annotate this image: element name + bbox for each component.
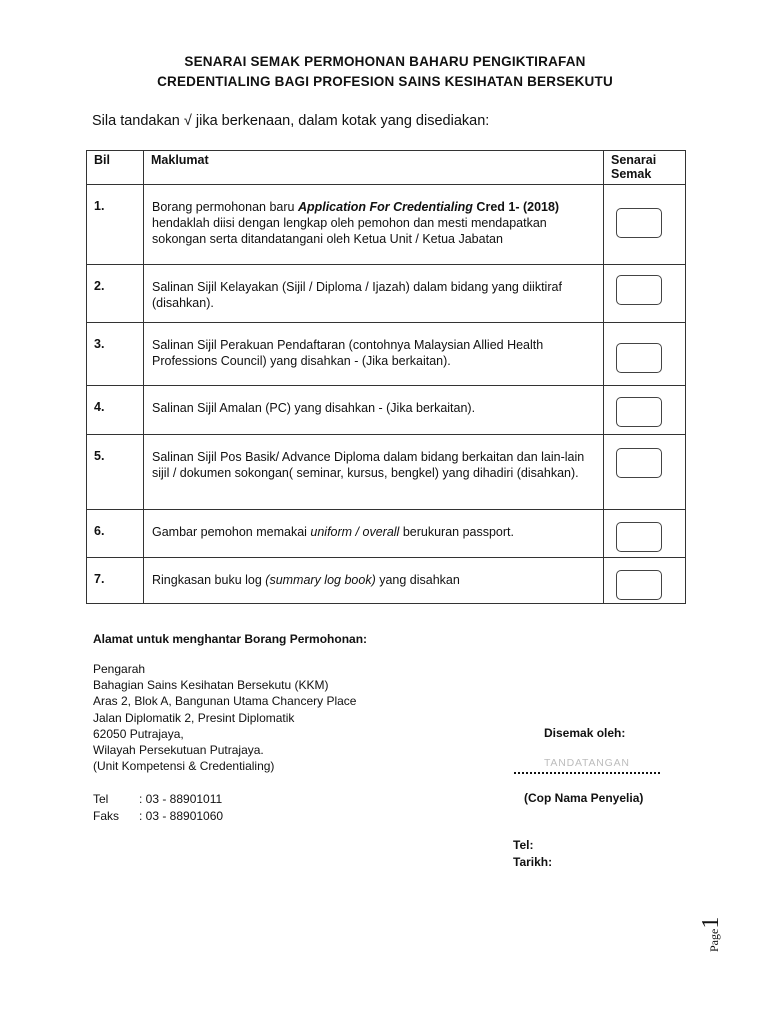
row-number: 7. <box>87 558 144 604</box>
table-header-row <box>87 151 686 185</box>
row-text-post: hendaklah diisi dengan lengkap oleh pemohon dan mesti mendapatkan sokongan serta ditandatangani oleh Ketua Unit / Ketua Jabatan <box>152 216 547 246</box>
row-text-emphasis: Application For Credentialing <box>297 200 473 214</box>
contact-block <box>93 791 223 824</box>
checkbox[interactable] <box>616 448 662 478</box>
checkbox-cell <box>604 323 686 386</box>
row-description <box>144 558 604 604</box>
checkbox[interactable] <box>616 275 662 305</box>
row-description <box>144 510 604 558</box>
address-heading: Alamat untuk menghantar Borang Permohonan: <box>93 632 368 646</box>
checkbox-cell <box>604 558 686 604</box>
checkbox[interactable] <box>616 570 662 600</box>
instruction-text: Sila tandakan √ jika berkenaan, dalam kotak yang disediakan: <box>92 113 490 129</box>
checkbox-cell <box>604 386 686 435</box>
address-line: Aras 2, Blok A, Bangunan Utama Chancery Place <box>93 694 357 709</box>
address-line: Jalan Diplomatik 2, Presint Diplomatik <box>93 710 295 725</box>
table-row <box>87 386 686 435</box>
fax-line <box>93 808 223 825</box>
page-word: Page <box>707 928 721 952</box>
fax-value: : 03 - 88901060 <box>139 808 224 823</box>
row-number: 5. <box>87 435 144 510</box>
checkbox-cell <box>604 185 686 265</box>
row-text-pre: Gambar pemohon memakai <box>152 525 311 539</box>
page-number <box>698 917 725 952</box>
checkbox[interactable] <box>616 397 662 427</box>
row-text-italic: (summary log book) <box>265 573 376 587</box>
row-number: 3. <box>87 323 144 386</box>
tel-line <box>93 791 223 808</box>
table-row <box>87 435 686 510</box>
signature-placeholder: TANDATANGAN <box>544 757 630 769</box>
checkbox-cell <box>604 510 686 558</box>
document-title-line-1: SENARAI SEMAK PERMOHONAN BAHARU PENGIKTIRAFAN <box>184 54 586 69</box>
address-block <box>93 661 356 774</box>
checkbox[interactable] <box>616 343 662 373</box>
row-number: 2. <box>87 265 144 323</box>
row-number: 1. <box>87 185 144 265</box>
row-description: Salinan Sijil Kelayakan (Sijil / Diploma / Ijazah) dalam bidang yang diiktiraf (disahkan). <box>144 265 604 323</box>
row-description: Salinan Sijil Amalan (PC) yang disahkan - (Jika berkaitan). <box>144 386 604 435</box>
table-row <box>87 185 686 265</box>
row-text-post: yang disahkan <box>375 573 460 587</box>
row-text-pre: Ringkasan buku log <box>152 573 266 587</box>
document-title-line-2: CREDENTIALING BAGI PROFESION SAINS KESIHATAN BERSEKUTU <box>157 74 613 89</box>
row-text-bold: Cred 1- (2018) <box>472 200 560 214</box>
tel-label: Tel <box>93 792 109 806</box>
table-row <box>87 510 686 558</box>
tel-value: : 03 - 88901011 <box>139 792 223 806</box>
row-text-italic: uniform / overall <box>310 525 400 539</box>
row-text-pre: Borang permohonan baru <box>152 200 298 214</box>
table-row <box>87 558 686 604</box>
verifier-date-label: Tarikh: <box>513 855 553 869</box>
column-header-senarai-semak <box>604 151 686 185</box>
address-line: Bahagian Sains Kesihatan Bersekutu (KKM) <box>93 678 329 693</box>
column-header-semak: Semak <box>611 167 652 181</box>
checkbox[interactable] <box>616 522 662 552</box>
fax-label: Faks <box>93 808 120 823</box>
address-line: 62050 Putrajaya, <box>93 726 184 741</box>
row-number: 6. <box>87 510 144 558</box>
column-header-senarai: Senarai <box>611 153 657 167</box>
address-line: Pengarah <box>93 662 146 676</box>
table-row <box>87 323 686 386</box>
page-num: 1 <box>698 916 724 929</box>
verifier-tel-label: Tel: <box>513 838 534 852</box>
checklist-table <box>86 150 686 604</box>
checkbox-cell <box>604 435 686 510</box>
supervisor-stamp-label: (Cop Nama Penyelia) <box>524 791 644 805</box>
column-header-maklumat: Maklumat <box>144 151 604 185</box>
row-description: Salinan Sijil Perakuan Pendaftaran (contohnya Malaysian Allied Health Professions Council) yang disahkan - (Jika berkaitan). <box>144 323 604 386</box>
column-header-bil: Bil <box>87 151 144 185</box>
row-description <box>144 185 604 265</box>
checkbox[interactable] <box>616 208 662 238</box>
table-row <box>87 265 686 323</box>
row-description: Salinan Sijil Pos Basik/ Advance Diploma dalam bidang berkaitan dan lain-lain sijil / dokumen sokongan( seminar, kursus, bengkel) yang dihadiri (disahkan). <box>144 435 604 510</box>
signature-line <box>514 772 660 774</box>
row-number: 4. <box>87 386 144 435</box>
verified-by-label: Disemak oleh: <box>544 726 626 740</box>
row-text-post: berukuran passport. <box>399 525 514 539</box>
address-line: Wilayah Persekutuan Putrajaya. <box>93 743 264 758</box>
checkbox-cell <box>604 265 686 323</box>
address-line: (Unit Kompetensi & Credentialing) <box>93 759 275 774</box>
